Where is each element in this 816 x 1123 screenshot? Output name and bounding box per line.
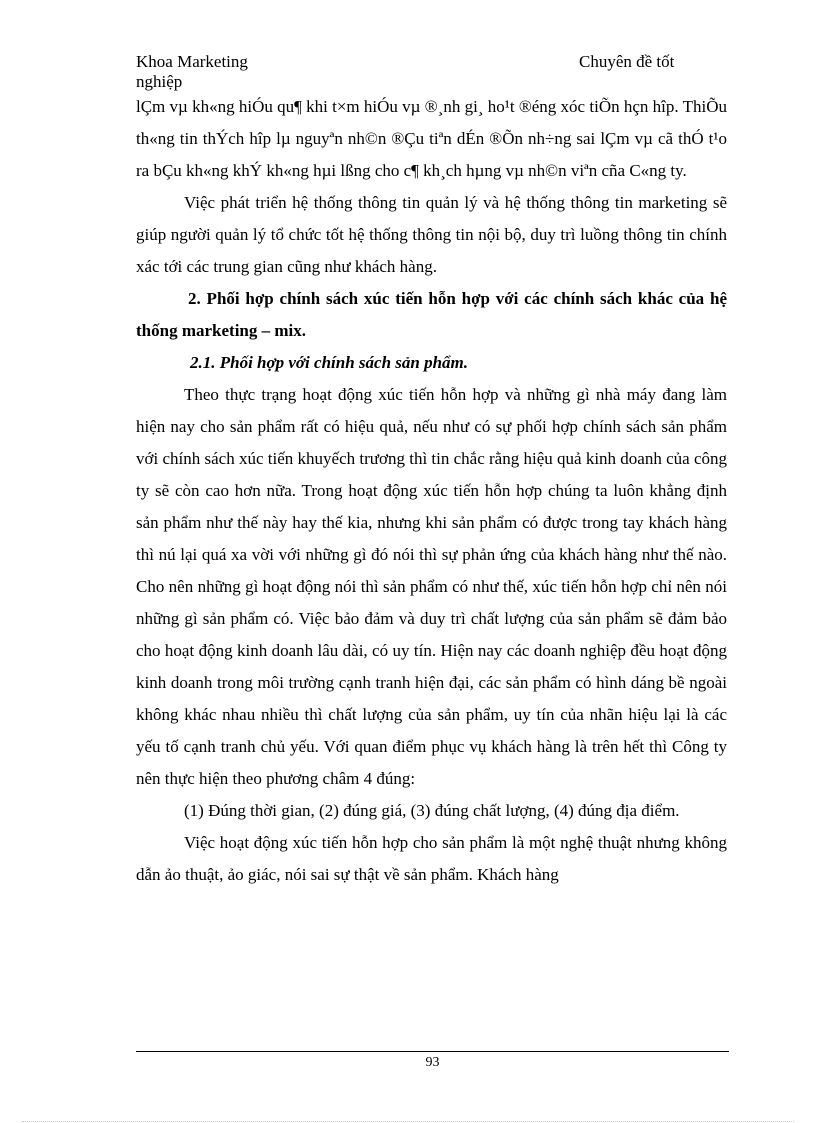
section-heading-2: 2. Phối hợp chính sách xúc tiến hỗn hợp với các chính sách khác của hệ thống marketing – mix. xyxy=(136,289,727,340)
body-text xyxy=(136,91,727,891)
paragraph-four-rights: (1) Đúng thời gian, (2) đúng giá, (3) đúng chất lượng, (4) đúng địa điểm. xyxy=(184,801,680,820)
paragraph-product-policy: Theo thực trạng hoạt động xúc tiến hỗn hợp và những gì nhà máy đang làm hiện nay cho sản phẩm rất có hiệu quả, nếu như có sự phối hợp chính sách sản phẩm với chính sách xúc tiến khuyếch trương thì tin chắc rằng hiệu quả kinh doanh của công ty sẽ còn cao hơn nữa. Trong hoạt động xúc tiến hỗn hợp chúng ta luôn khẳng định sản phẩm như thế này hay thế kia, nhưng khi sản phẩm có được trong tay khách hàng thì nú lại quá xa vời với những gì đó nói thì sự phản ứng của khách hàng như thế nào. Cho nên những gì hoạt động nói thì sản phẩm có như thế, xúc tiến hỗn hợp chỉ nên nói những gì sản phẩm có. Việc bảo đảm và duy trì chất lượng của sản phẩm sẽ đảm bảo cho hoạt động kinh doanh lâu dài, có uy tín. Hiện nay các doanh nghiệp đều hoạt động kinh doanh trong môi trường cạnh tranh hiện đại, các sản phẩm có hình dáng bề ngoài không khác nhau nhiều thì chất lượng của sản phẩm, uy tín của nhãn hiệu lại là các yếu tố cạnh tranh chủ yếu. Với quan điểm phục vụ khách hàng là trên hết thì Công ty nên thực hiện theo phương châm 4 đúng: xyxy=(136,385,727,788)
page-number: 93 xyxy=(425,1055,440,1070)
header-continuation: nghiệp xyxy=(136,72,183,91)
paragraph-legacy-encoding: lÇm vµ kh«ng hiÓu qu¶ khi t×m hiÓu vµ ®¸nh gi¸ ho¹t ®éng xóc tiÕn hçn hîp. ThiÕu th«ng tin thÝch hîp lµ nguyªn nh©n ®Çu tiªn dÉn ®Õn nh÷ng sai lÇm vµ cã thÓ t¹o ra bÇu kh«ng khÝ kh«ng hµi lßng cho c¶ kh¸ch hµng vµ nh©n viªn cña C«ng ty. xyxy=(136,97,727,180)
section-heading-2-1: 2.1. Phối hợp với chính sách sản phẩm. xyxy=(190,353,469,372)
footer-divider xyxy=(136,1051,729,1052)
paragraph-promotion-art: Việc hoạt động xúc tiến hỗn hợp cho sản phẩm là một nghệ thuật nhưng không dẫn ảo thuật, ảo giác, nói sai sự thật về sản phẩm. Khách hàng xyxy=(136,833,727,884)
header-left xyxy=(136,52,396,92)
header-department: Khoa Marketing xyxy=(136,52,248,71)
header-right: Chuyên đề tốt xyxy=(579,52,675,71)
page-edge-divider xyxy=(22,1121,794,1122)
paragraph-information-system: Việc phát triển hệ thống thông tin quản lý và hệ thống thông tin marketing sẽ giúp người quản lý tổ chức tốt hệ thống thông tin nội bộ, duy trì luồng thông tin chính xác tới các trung gian cũng như khách hàng. xyxy=(136,193,727,276)
